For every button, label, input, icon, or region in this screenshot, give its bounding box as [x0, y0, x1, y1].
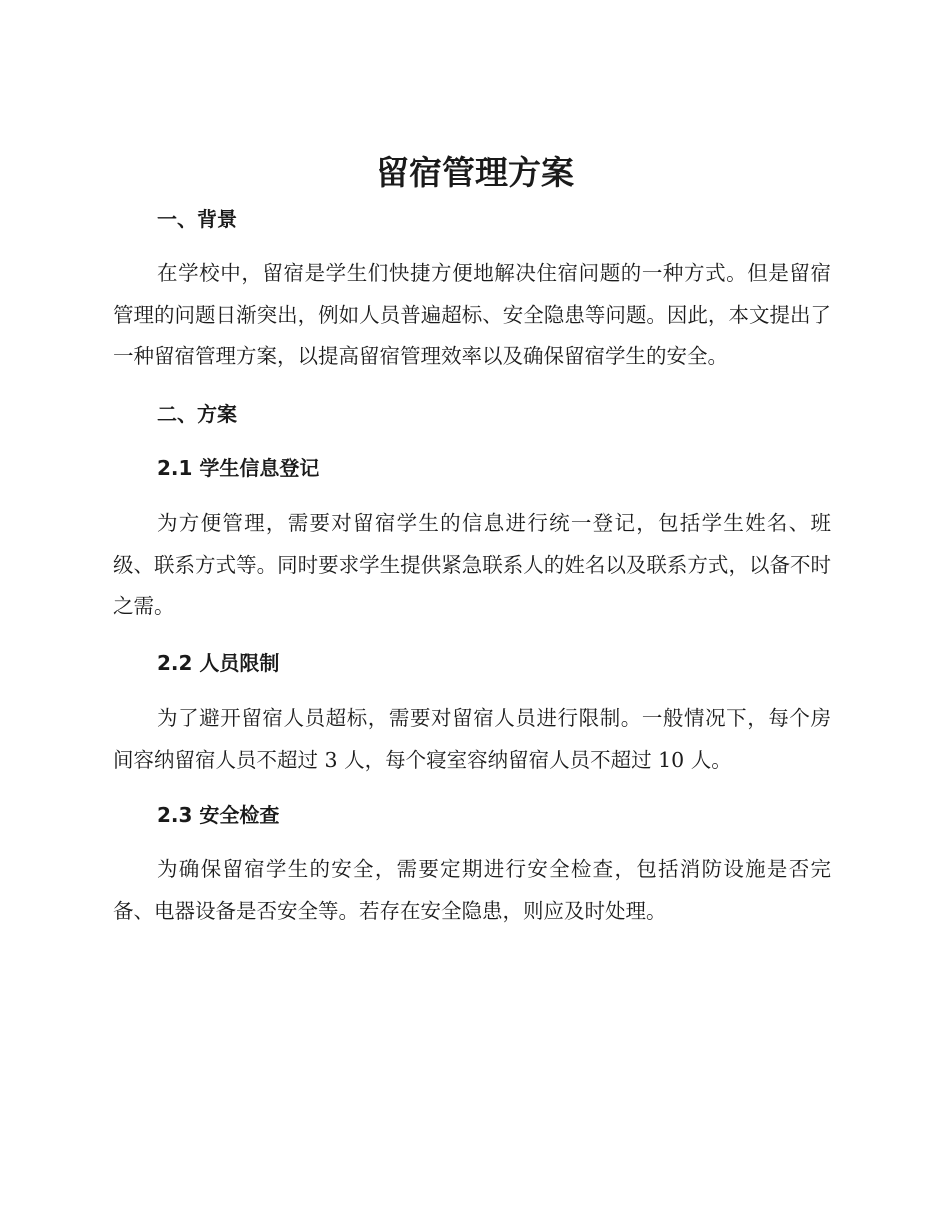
- paragraph-background: 在学校中，留宿是学生们快捷方便地解决住宿问题的一种方式。但是留宿管理的问题日渐突出，例如人员普遍超标、安全隐患等问题。因此，本文提出了一种留宿管理方案，以提高留宿管理效率以及确保留宿学生的安全。: [113, 261, 831, 368]
- paragraph-safety: 为确保留宿学生的安全，需要定期进行安全检查，包括消防设施是否完备、电器设备是否安全等。若存在安全隐患，则应及时处理。: [113, 857, 831, 923]
- subsection-heading-limits: 2.2 人员限制: [157, 651, 280, 675]
- section-heading-plan: 二、方案: [157, 402, 237, 426]
- paragraph-registration: 为方便管理，需要对留宿学生的信息进行统一登记，包括学生姓名、班级、联系方式等。同时要求学生提供紧急联系人的姓名以及联系方式，以备不时之需。: [113, 511, 831, 618]
- subsection-heading-registration: 2.1 学生信息登记: [157, 456, 320, 480]
- document-title: 留宿管理方案: [376, 153, 574, 192]
- subsection-heading-safety: 2.3 安全检查: [157, 803, 280, 827]
- section-heading-background: 一、背景: [157, 207, 237, 231]
- paragraph-limits: 为了避开留宿人员超标，需要对留宿人员进行限制。一般情况下，每个房间容纳留宿人员不超过 3 人，每个寝室容纳留宿人员不超过 10 人。: [113, 706, 831, 772]
